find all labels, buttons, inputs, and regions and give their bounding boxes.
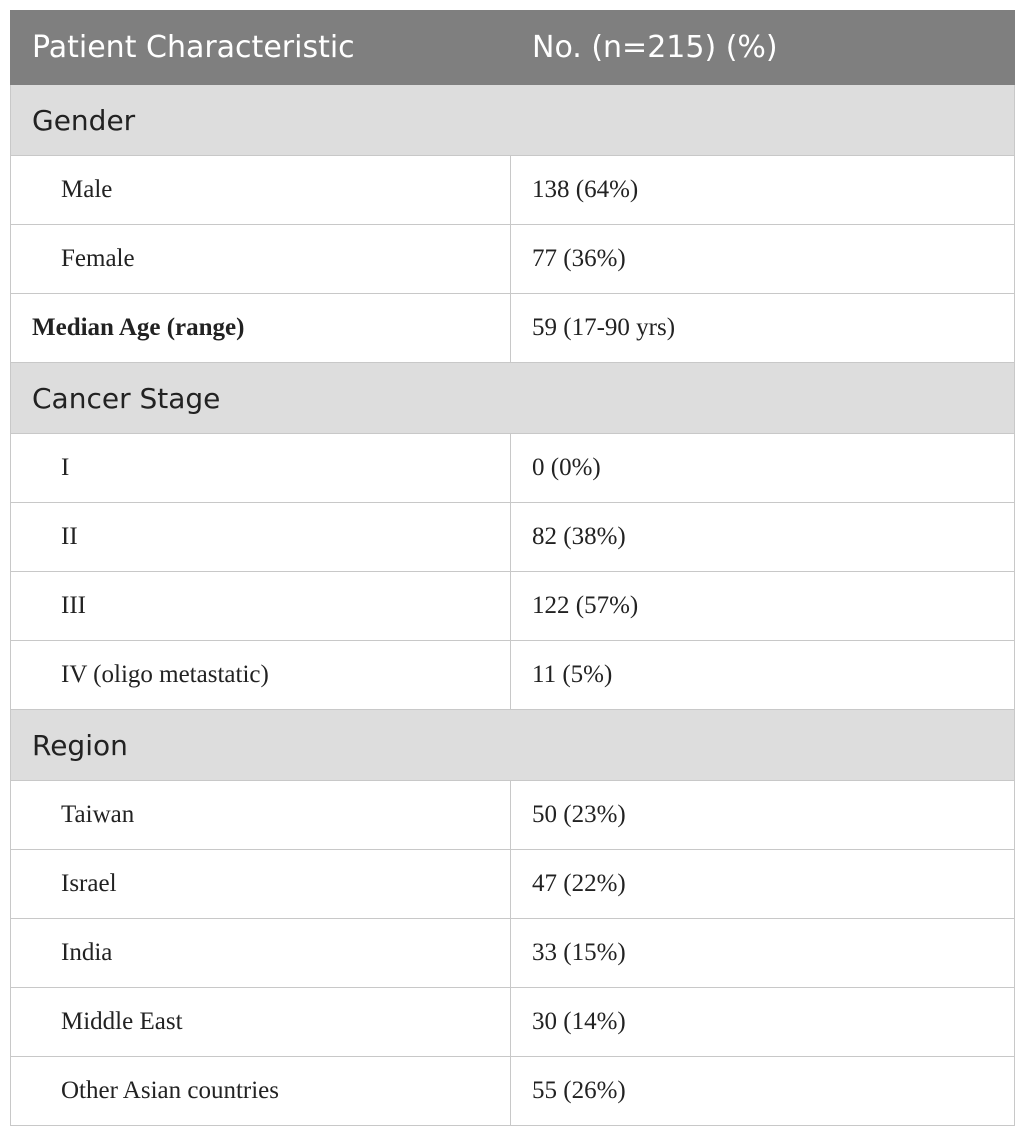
- row-label: India: [11, 919, 511, 988]
- row-value: 50 (23%): [511, 781, 1015, 850]
- row-label: Other Asian countries: [11, 1057, 511, 1126]
- table-row: [11, 850, 1015, 919]
- table-row: [11, 988, 1015, 1057]
- row-label: I: [11, 434, 511, 503]
- table-header-row: [11, 11, 1015, 85]
- row-label: Taiwan: [11, 781, 511, 850]
- row-value-median-age: 59 (17-90 yrs): [511, 294, 1015, 363]
- section-row-cancer-stage: [11, 363, 1015, 434]
- row-label: Female: [11, 225, 511, 294]
- row-label: Middle East: [11, 988, 511, 1057]
- row-label-median-age: Median Age (range): [11, 294, 511, 363]
- row-label: III: [11, 572, 511, 641]
- table-row: [11, 572, 1015, 641]
- section-title-region: Region: [11, 710, 1015, 781]
- table-row: [11, 781, 1015, 850]
- section-row-region: [11, 710, 1015, 781]
- row-value: 82 (38%): [511, 503, 1015, 572]
- table-row: [11, 919, 1015, 988]
- row-label: Israel: [11, 850, 511, 919]
- patient-characteristics-table-container: [10, 10, 1014, 1126]
- row-value: 0 (0%): [511, 434, 1015, 503]
- table-row: [11, 225, 1015, 294]
- table-row: [11, 1057, 1015, 1126]
- table-row: [11, 434, 1015, 503]
- row-value: 122 (57%): [511, 572, 1015, 641]
- header-patient-characteristic: Patient Characteristic: [11, 11, 511, 85]
- row-value: 33 (15%): [511, 919, 1015, 988]
- table-row: [11, 503, 1015, 572]
- table-row: [11, 156, 1015, 225]
- row-label: Male: [11, 156, 511, 225]
- row-value: 138 (64%): [511, 156, 1015, 225]
- patient-characteristics-table: [10, 10, 1015, 1126]
- row-value: 77 (36%): [511, 225, 1015, 294]
- table-row: [11, 641, 1015, 710]
- table-row-median-age: [11, 294, 1015, 363]
- row-value: 55 (26%): [511, 1057, 1015, 1126]
- row-value: 30 (14%): [511, 988, 1015, 1057]
- section-title-cancer-stage: Cancer Stage: [11, 363, 1015, 434]
- row-label: II: [11, 503, 511, 572]
- section-title-gender: Gender: [11, 85, 1015, 156]
- header-count-percent: No. (n=215) (%): [511, 11, 1015, 85]
- row-value: 11 (5%): [511, 641, 1015, 710]
- row-label: IV (oligo metastatic): [11, 641, 511, 710]
- row-value: 47 (22%): [511, 850, 1015, 919]
- section-row-gender: [11, 85, 1015, 156]
